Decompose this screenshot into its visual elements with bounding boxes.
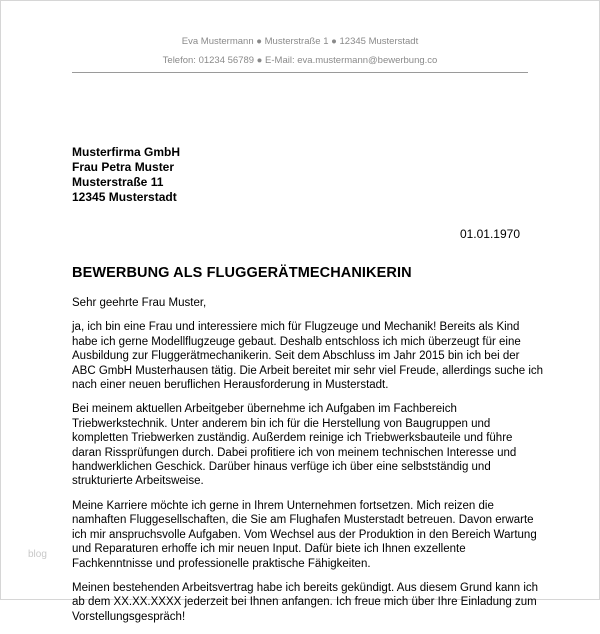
paragraph-4 bbox=[72, 581, 539, 624]
letter-body bbox=[72, 296, 544, 634]
body-line: Ausbildung zur Fluggerätmechanikerin. Seit dem Abschluss im Jahr 2015 bin ich bei der bbox=[72, 350, 520, 363]
watermark: blog bbox=[28, 549, 47, 560]
paragraph-2 bbox=[72, 402, 532, 488]
recipient-address bbox=[72, 145, 180, 205]
recipient-street: Musterstraße 11 bbox=[72, 175, 164, 189]
recipient-company: Musterfirma GmbH bbox=[72, 145, 181, 159]
body-line: namhaften Fluggesellschaften, die Sie am Flughafen Musterstadt betreuen. Davon erwarte bbox=[72, 514, 534, 527]
recipient-person: Frau Petra Muster bbox=[72, 160, 175, 174]
body-line: habe ich gerne Modellflugzeuge gebaut. Deshalb entschloss ich mich überzeugt für eine bbox=[72, 335, 521, 348]
body-line: nach einer neuen beruflichen Herausforderung in Musterstadt. bbox=[72, 379, 389, 392]
sender-name-address: Eva Mustermann ● Musterstraße 1 ● 12345 Musterstadt bbox=[181, 36, 419, 47]
body-line: Meine Karriere möchte ich gerne in Ihrem Unternehmen fortsetzen. Mich reizen die bbox=[72, 499, 494, 512]
header-divider bbox=[72, 72, 528, 73]
sender-contact: Telefon: 01234 56789 ● E-Mail: eva.mustermann@bewerbung.co bbox=[162, 55, 438, 66]
body-line: daran Rissprüfungen durch. Dabei profitiere ich von meinem technischen Interesse und bbox=[72, 446, 517, 459]
letter-date: 01.01.1970 bbox=[459, 227, 520, 241]
salutation: Sehr geehrte Frau Muster, bbox=[72, 297, 207, 309]
body-line: ja, ich bin eine Frau und interessiere mich für Flugzeuge und Mechanik! Bereits als Kind bbox=[72, 321, 520, 334]
body-line: ab dem XX.XX.XXXX jederzeit bei Ihnen anfangen. Ich freue mich über Ihre Einladung zum bbox=[72, 596, 537, 609]
body-line: Fachkenntnisse und professionelle praktische Fähigkeiten. bbox=[72, 557, 371, 570]
recipient-city: 12345 Musterstadt bbox=[72, 190, 177, 204]
body-line: handwerklichen Geschick. Darüber hinaus verfüge ich über eine selbstständig und bbox=[72, 461, 491, 474]
body-line: Bei meinem aktuellen Arbeitgeber übernehme ich Aufgaben im Fachbereich bbox=[72, 403, 457, 416]
paragraph-3 bbox=[72, 499, 537, 571]
body-line: Vorstellungsgespräch! bbox=[72, 610, 186, 623]
body-line: ich mir anspruchsvolle Aufgaben. Vom Wechsel aus der Produktion in den Bereich Wartung bbox=[72, 528, 537, 541]
body-line: kompletten Triebwerken zuständig. Außerdem reinige ich Triebwerksbauteile und führe bbox=[72, 432, 513, 445]
body-line: Triebwerkstechnik. Unter anderem bin ich für die Herstellung von Baugruppen und bbox=[72, 417, 491, 430]
body-line: ABC GmbH Musterhausen tätig. Die Arbeit bereitet mir sehr viel Freude, allerdings suche ich bbox=[72, 364, 544, 377]
paragraph-1 bbox=[72, 320, 544, 392]
body-line: strukturierte Arbeitsweise. bbox=[72, 475, 204, 488]
letter-subject: BEWERBUNG ALS FLUGGERÄTMECHANIKERIN bbox=[72, 265, 412, 281]
body-line: Meinen bestehenden Arbeitsvertrag habe ich bereits gekündigt. Aus diesem Grund kann ich bbox=[72, 581, 539, 594]
body-line: und Reparaturen erhoffe ich mir neuen Input. Dafür biete ich Ihnen exzellente bbox=[72, 543, 466, 556]
